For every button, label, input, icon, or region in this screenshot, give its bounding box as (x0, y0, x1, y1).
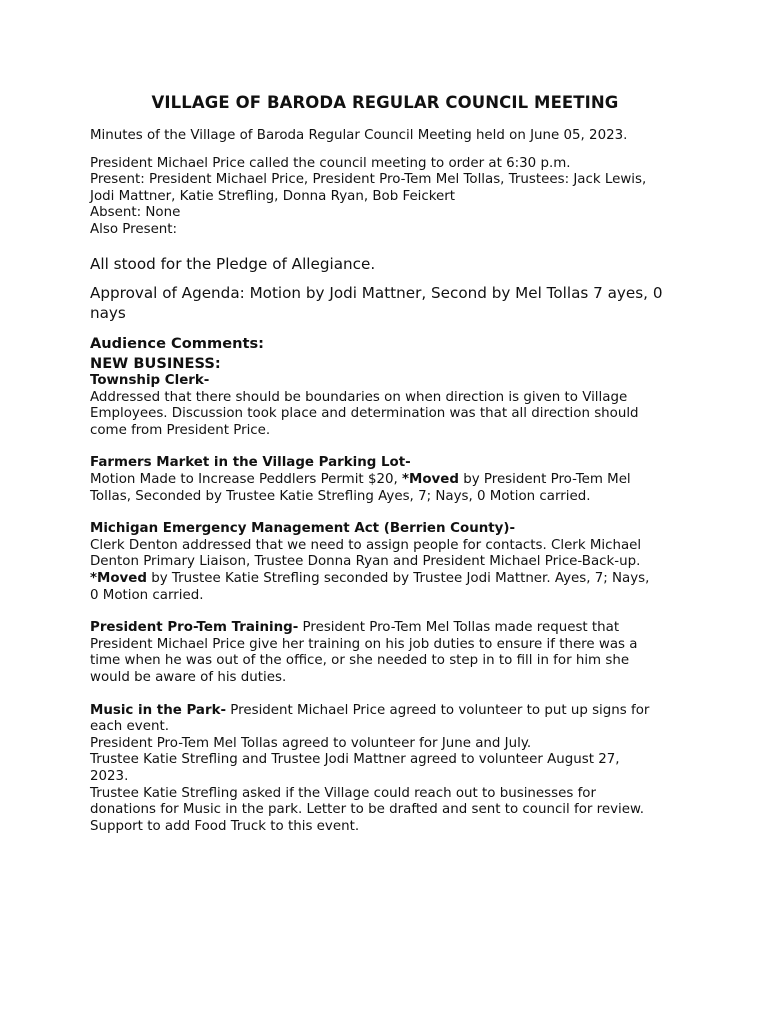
township-line-2: Employees. Discussion took place and determination was that all direction should (90, 406, 639, 422)
emergency-line-4: 0 Motion carried. (90, 587, 204, 603)
emergency-line-1: Clerk Denton addressed that we need to assign people for contacts. Clerk Michael (90, 537, 642, 553)
music-line-1-end: President Michael Price agreed to volunteer to put up signs for (226, 702, 650, 718)
farmers-line-1-start: Motion Made to Increase Peddlers Permit $20, (90, 472, 403, 488)
farmers-line-2: Tollas, Seconded by Trustee Katie Strefling Ayes, 7; Nays, 0 Motion carried. (90, 488, 591, 504)
township-clerk-heading: Township Clerk- (90, 373, 210, 389)
agenda-line-2: nays (90, 303, 126, 322)
music-line-5: 2023. (90, 768, 129, 784)
protem-line-1-end: President Pro-Tem Mel Tollas made request that (298, 620, 620, 636)
pledge-line: All stood for the Pledge of Allegiance. (90, 254, 376, 273)
music-in-the-park-heading: Music in the Park- (90, 702, 227, 718)
agenda-line-1: Approval of Agenda: Motion by Jodi Mattner, Second by Mel Tollas 7 ayes, 0 (90, 284, 663, 303)
farmers-market-section (90, 455, 680, 505)
music-line-7: donations for Music in the park. Letter to be drafted and sent to council for review. (90, 802, 644, 818)
farmers-line-1-end: by President Pro-Tem Mel (458, 472, 631, 488)
emergency-management-section (90, 521, 680, 604)
document-body (90, 93, 680, 835)
protem-line-4: would be aware of his duties. (90, 669, 287, 685)
music-in-the-park-section (90, 703, 680, 836)
agenda-approval (90, 284, 680, 323)
attendance-block (90, 156, 680, 239)
township-line-1: Addressed that there should be boundaries on when direction is given to Village (90, 389, 628, 405)
emergency-line-3-end: by Trustee Katie Strefling seconded by Trustee Jodi Mattner. Ayes, 7; Nays, (146, 571, 650, 586)
also-present-line: Also Present: (90, 221, 178, 237)
protem-line-2: President Michael Price give her training on his job duties to ensure if there was a (90, 636, 638, 652)
moved-label: *Moved (402, 472, 459, 488)
farmers-line-1 (90, 472, 680, 489)
call-to-order: President Michael Price called the council meeting to order at 6:30 p.m. (90, 155, 571, 171)
present-line-2: Jodi Mattner, Katie Strefling, Donna Ryan, Bob Feickert (90, 188, 456, 204)
music-line-6: Trustee Katie Strefling asked if the Village could reach out to businesses for (90, 785, 596, 801)
music-line-1 (90, 703, 680, 720)
minutes-intro: Minutes of the Village of Baroda Regular Council Meeting held on June 05, 2023. (90, 128, 628, 143)
protem-line-3: time when he was out of the office, or she needed to step in to fill in for him she (90, 653, 630, 669)
music-line-8: Support to add Food Truck to this event. (90, 818, 360, 834)
moved-label: *Moved (90, 571, 147, 586)
music-line-3: President Pro-Tem Mel Tollas agreed to volunteer for June and July. (90, 735, 532, 751)
audience-comments-heading: Audience Comments: (90, 335, 264, 353)
document-title: VILLAGE OF BARODA REGULAR COUNCIL MEETING (151, 93, 619, 112)
absent-line: Absent: None (90, 205, 181, 221)
emergency-line-3 (90, 571, 680, 588)
present-line-1: Present: President Michael Price, President Pro-Tem Mel Tollas, Trustees: Jack Lewis, (90, 172, 647, 188)
new-business-heading: NEW BUSINESS: (90, 354, 221, 372)
music-line-4: Trustee Katie Strefling and Trustee Jodi Mattner agreed to volunteer August 27, (90, 752, 620, 768)
emergency-management-heading: Michigan Emergency Management Act (Berrien County)- (90, 521, 516, 537)
farmers-market-heading: Farmers Market in the Village Parking Lot- (90, 455, 411, 471)
protem-training-section (90, 620, 680, 686)
township-line-3: come from President Price. (90, 422, 271, 438)
township-clerk-section (90, 373, 680, 439)
protem-training-heading: President Pro-Tem Training- (90, 620, 299, 636)
music-line-2: each event. (90, 719, 169, 735)
protem-line-1 (90, 620, 680, 637)
emergency-line-2: Denton Primary Liaison, Trustee Donna Ryan and President Michael Price-Back-up. (90, 554, 641, 570)
